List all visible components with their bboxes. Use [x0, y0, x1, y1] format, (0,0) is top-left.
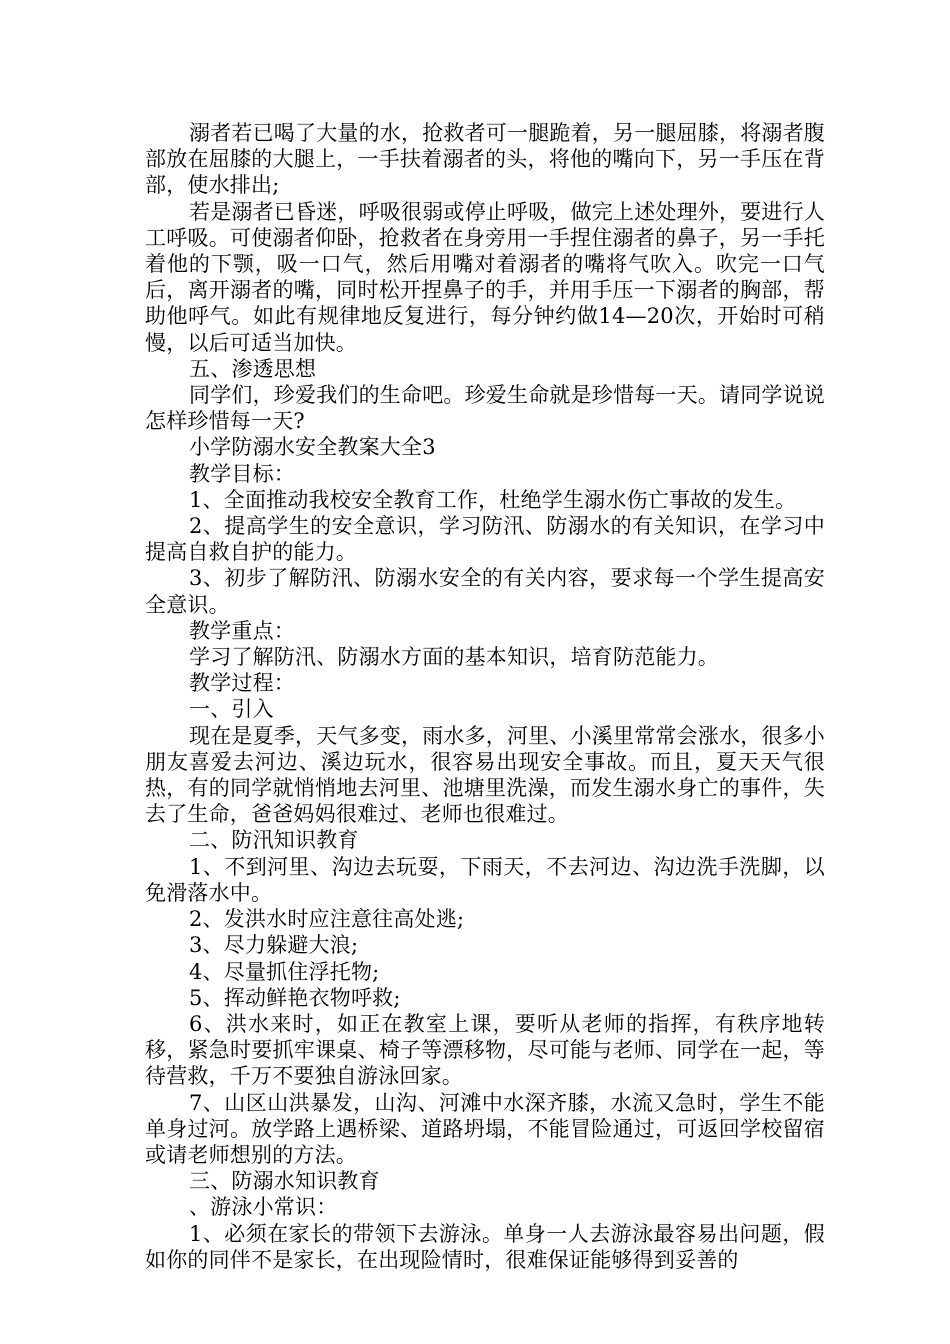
list-item: 3、尽力躲避大浪; — [189, 933, 359, 958]
list-item: 5、挥动鲜艳衣物呼救; — [189, 985, 401, 1010]
list-item: 3、初步了解防汛、防溺水安全的有关内容，要求每一个学生提高安全意识。 — [145, 566, 825, 617]
document-page — [145, 120, 825, 1273]
section-heading: 五、渗透思想 — [189, 356, 317, 381]
section-heading: 三、防溺水知识教育 — [189, 1169, 380, 1194]
document-title: 小学防溺水安全教案大全3 — [189, 435, 436, 460]
list-item: 2、提高学生的安全意识，学习防汛、防溺水的有关知识，在学习中提高自救自护的能力。 — [145, 514, 825, 565]
list-item: 1、全面推动我校安全教育工作，杜绝学生溺水伤亡事故的发生。 — [189, 487, 797, 512]
list-item: 4、尽量抓住浮托物; — [189, 959, 380, 984]
section-heading: 二、防汛知识教育 — [189, 828, 359, 853]
paragraph: 若是溺者已昏迷，呼吸很弱或停止呼吸，做完上述处理外，要进行人工呼吸。可使溺者仰卧，抢救者在身旁用一手捏住溺者的鼻子，另一手托着他的下颚，吸一口气，然后用嘴对着溺者的嘴将气吹入。吹完一口气后，离开溺者的嘴，同时松开捏鼻子的手，并用手压一下溺者的胸部，帮助他呼气。如此有规律地反复进行，每分钟约做14—20次，开始时可稍慢，以后可适当加快。 — [145, 199, 825, 355]
section-heading: 教学过程： — [189, 671, 295, 696]
section-heading: 、游泳小常识： — [189, 1195, 338, 1220]
list-item: 6、洪水来时，如正在教室上课，要听从老师的指挥，有秩序地转移，紧急时要抓牢课桌、椅子等漂移物，尽可能与老师、同学在一起，等待营救，千万不要独自游泳回家。 — [145, 1011, 825, 1089]
list-item: 1、必须在家长的带领下去游泳。单身一人去游泳最容易出问题，假如你的同伴不是家长，在出现险情时，很难保证能够得到妥善的 — [145, 1221, 825, 1272]
paragraph: 学习了解防汛、防溺水方面的基本知识，培育防范能力。 — [189, 645, 719, 670]
section-heading: 教学目标： — [189, 461, 295, 486]
list-item: 1、不到河里、沟边去玩耍，下雨天，不去河边、沟边洗手洗脚，以免滑落水中。 — [145, 854, 825, 905]
paragraph: 现在是夏季，天气多变，雨水多，河里、小溪里常常会涨水，很多小朋友喜爱去河边、溪边玩水，很容易出现安全事故。而且，夏天天气很热，有的同学就悄悄地去河里、池塘里洗澡，而发生溺水身亡的事件，失去了生命，爸爸妈妈很难过、老师也很难过。 — [145, 723, 825, 827]
section-heading: 教学重点： — [189, 618, 295, 643]
list-item: 2、发洪水时应注意往高处逃; — [189, 907, 465, 932]
list-item: 7、山区山洪暴发，山沟、河滩中水深齐膝，水流又急时，学生不能单身过河。放学路上遇桥梁、道路坍塌，不能冒险通过，可返回学校留宿或请老师想别的方法。 — [145, 1090, 825, 1167]
paragraph: 溺者若已喝了大量的水，抢救者可一腿跪着，另一腿屈膝，将溺者腹部放在屈膝的大腿上，一手扶着溺者的头，将他的嘴向下，另一手压在背部，使水排出; — [145, 121, 825, 198]
section-heading: 一、引入 — [189, 697, 274, 722]
paragraph: 同学们，珍爱我们的生命吧。珍爱生命就是珍惜每一天。请同学说说怎样珍惜每一天? — [145, 383, 825, 434]
